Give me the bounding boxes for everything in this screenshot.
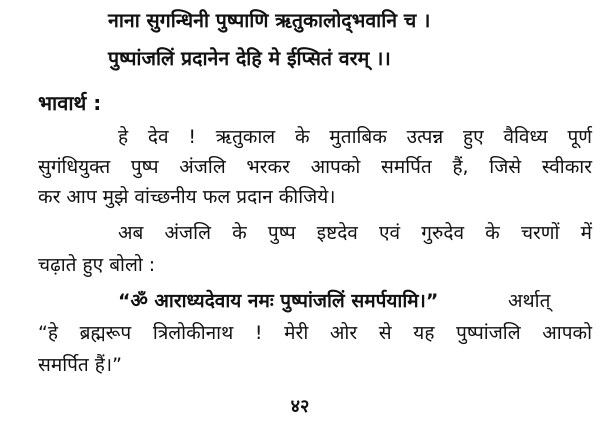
verse-line-2: पुष्पांजलिं प्रदानेन देहि मे ईप्सितं वरम् ।। <box>108 47 391 70</box>
paragraph-1-line-2: सुगंधियुक्त पुष्प अंजलि भरकर आपको समर्पित हैं, जिसे स्वीकार <box>38 156 592 178</box>
paragraph-2-line-2: चढ़ाते हुए बोलो : <box>38 254 156 276</box>
mantra-text: “ॐ आराध्यदेवाय नमः पुष्पांजलिं समर्पयामि।” <box>118 290 439 312</box>
meaning-heading: भावार्थ : <box>38 91 102 115</box>
verse-line-1: नाना सुगन्धिनी पुष्पाणि ऋतुकालोद्‌भवानि च । <box>108 9 431 32</box>
arthat-word: अर्थात् <box>508 290 551 312</box>
translation-line-2: समर्पित हैं।” <box>38 354 122 376</box>
paragraph-2-line-1: अब अंजलि के पुष्प इष्टदेव एवं गुरुदेव के चरणों में <box>118 222 592 244</box>
page-number: ४२ <box>290 396 310 417</box>
translation-line-1: “हे ब्रह्मरूप त्रिलोकीनाथ ! मेरी ओर से यह पुष्पांजलि आपको <box>38 322 592 344</box>
paragraph-1-line-1: हे देव ! ऋतुकाल के मुताबिक उत्पन्न हुए वैविध्य पूर्ण <box>118 126 592 148</box>
paragraph-1-line-3: कर आप मुझे वांच्छनीय फल प्रदान कीजिये। <box>38 186 336 208</box>
